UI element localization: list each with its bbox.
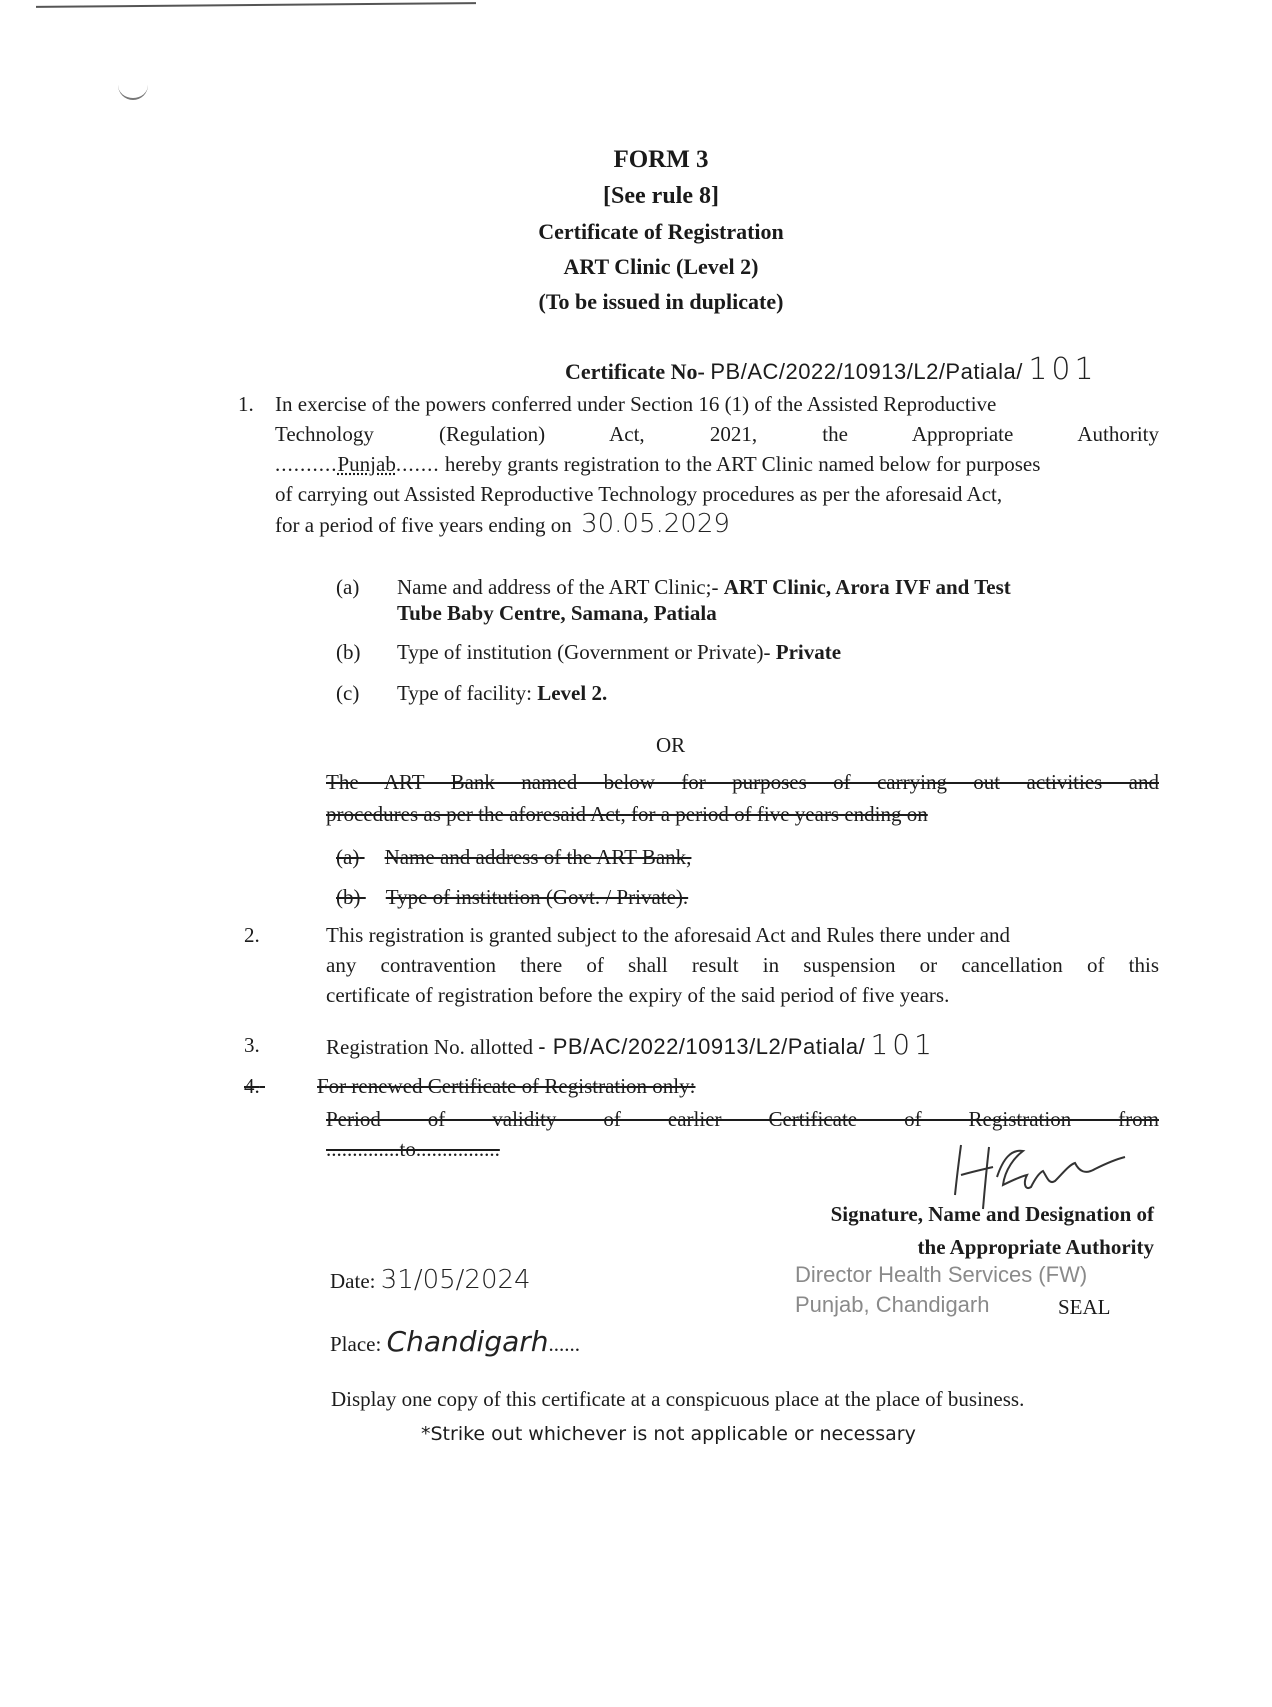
- place-value: Chandigarh: [386, 1325, 549, 1358]
- item-a-value: ART Clinic, Arora IVF and Test: [723, 575, 1011, 599]
- item-a-label: (a): [336, 575, 360, 599]
- scan-border-line: [36, 2, 476, 8]
- or-separator: OR: [656, 733, 686, 757]
- clause-4-row: [244, 1071, 780, 1101]
- bank-item-b: [336, 882, 762, 912]
- registration-number: - PB/AC/2022/10913/L2/Patiala/: [538, 1034, 866, 1059]
- rule-reference: [See rule 8]: [603, 183, 719, 209]
- clause-3-number: 3.: [244, 1033, 260, 1057]
- item-b-text: Type of institution (Government or Private)-: [397, 640, 771, 664]
- certificate-label: Certificate No-: [565, 359, 705, 384]
- bank-item-a-label: (a): [336, 845, 360, 869]
- clause-3-row: [326, 1030, 936, 1062]
- date-row: [330, 1265, 531, 1296]
- place-dots: ......: [548, 1332, 581, 1356]
- clause-2-line-1: This registration is granted subject to the aforesaid Act and Rules there under and: [326, 923, 1011, 947]
- clause-1-line-5-text: for a period of five years ending on: [275, 513, 572, 537]
- certificate-number: PB/AC/2022/10913/L2/Patiala/: [710, 359, 1023, 384]
- clause-1-line-3: [275, 449, 1159, 479]
- item-b-value: Private: [775, 640, 842, 664]
- strike-out-note: *Strike out whichever is not applicable or necessary: [421, 1423, 916, 1445]
- bank-item-a-text: Name and address of the ART Bank,: [384, 845, 692, 869]
- clause-2-line-2: any contravention there of shall result in suspension or cancellation of this: [326, 953, 1159, 977]
- clause-4-line-1: For renewed Certificate of Registration only:: [317, 1074, 696, 1098]
- clause-1-number: 1.: [238, 392, 254, 416]
- item-c-label: (c): [336, 681, 360, 705]
- registration-end-date: 30.05.2029: [581, 509, 730, 539]
- clause-3-label: Registration No. allotted: [326, 1035, 534, 1059]
- stamp-location: Punjab, Chandigarh: [795, 1292, 990, 1317]
- duplicate-note: (To be issued in duplicate): [538, 289, 784, 314]
- certificate-handwritten-suffix: 101: [1028, 352, 1098, 387]
- item-b: [397, 637, 841, 667]
- item-b-label: (b): [336, 640, 361, 664]
- item-c: [397, 678, 607, 708]
- form-number: FORM 3: [613, 146, 709, 173]
- clause-1-line-2: Technology (Regulation) Act, 2021, the Appropriate Authority: [275, 422, 1159, 446]
- bank-item-a: [336, 842, 772, 872]
- signature-caption-2: the Appropriate Authority: [917, 1235, 1154, 1259]
- registration-handwritten-suffix: 101: [870, 1028, 936, 1061]
- scan-mark: [118, 84, 148, 100]
- document-subtitle: ART Clinic (Level 2): [563, 254, 759, 279]
- clause-1-line-1: In exercise of the powers conferred under Section 16 (1) of the Assisted Reproductive: [275, 392, 997, 416]
- authority-name: Punjab: [337, 452, 396, 476]
- place-row: [330, 1327, 580, 1359]
- clause-2-line-3: certificate of registration before the expiry of the said period of five years.: [326, 983, 950, 1007]
- signature-caption-1: Signature, Name and Designation of: [830, 1202, 1154, 1226]
- bank-line-1: The ART Bank named below for purposes of carrying out activities and: [326, 770, 1159, 794]
- date-value: 31/05/2024: [380, 1265, 531, 1295]
- clause-2-number: 2.: [244, 923, 260, 947]
- clause-1-line-4: of carrying out Assisted Reproductive Technology procedures as per the aforesaid Act,: [275, 482, 1003, 506]
- bank-line-2: procedures as per the aforesaid Act, for a period of five years ending on: [326, 802, 928, 826]
- item-a-text: Name and address of the ART Clinic;-: [397, 575, 719, 599]
- certificate-number-row: [565, 352, 1098, 387]
- clause-4-number: 4.: [244, 1074, 260, 1098]
- item-a-value-2: Tube Baby Centre, Samana, Patiala: [397, 601, 717, 625]
- bank-item-b-text: Type of institution (Govt. / Private).: [385, 885, 689, 909]
- clause-4-line-3: ..............to................: [326, 1137, 500, 1161]
- date-label: Date:: [330, 1269, 376, 1293]
- authority-dots-before: ..........: [275, 452, 338, 476]
- clause-1-line-3-text: hereby grants registration to the ART Clinic named below for purposes: [444, 452, 1041, 476]
- seal-label: SEAL: [1058, 1295, 1111, 1319]
- item-c-text: Type of facility:: [397, 681, 532, 705]
- clause-1-line-5: [275, 509, 1159, 540]
- authority-dots-after: .......: [395, 452, 440, 476]
- place-label: Place:: [330, 1332, 382, 1356]
- item-c-value: Level 2.: [537, 681, 608, 705]
- display-instruction: Display one copy of this certificate at a conspicuous place at the place of business.: [331, 1387, 1025, 1411]
- clause-4-line-2: Period of validity of earlier Certificate of Registration from: [326, 1107, 1159, 1131]
- stamp-designation: Director Health Services (FW): [795, 1262, 1088, 1287]
- document-title: Certificate of Registration: [538, 219, 784, 244]
- bank-item-b-label: (b): [336, 885, 361, 909]
